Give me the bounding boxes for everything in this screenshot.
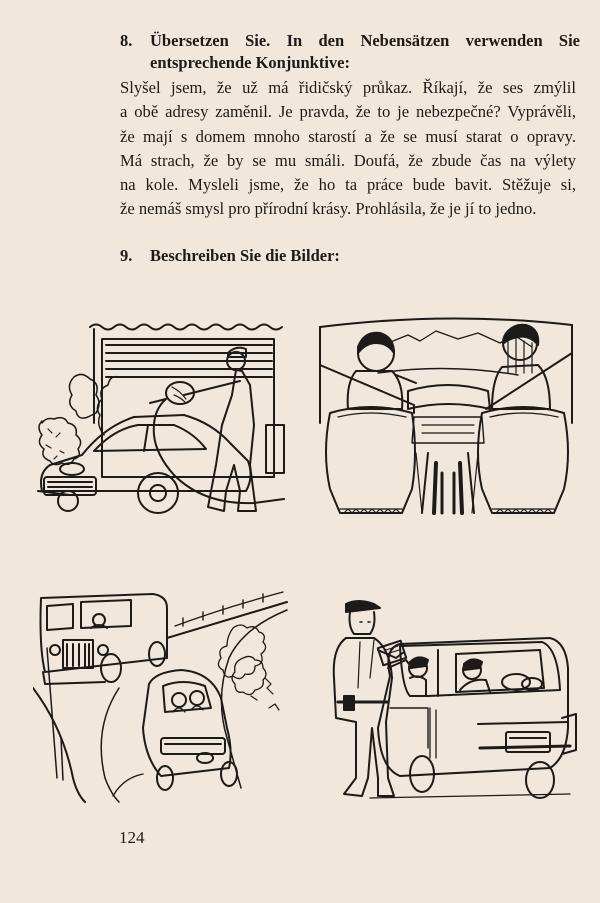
text-line: na kole. Mysleli jsme, že ho ta práce bude bavit. Stěžuje si, bbox=[120, 175, 576, 195]
petrol-station-scene-icon bbox=[34, 315, 290, 527]
text-line: že mají s domem mnoho starostí a že se musí starat o opravy. bbox=[120, 126, 576, 146]
exercise-8-number: 8. bbox=[120, 31, 133, 50]
text-line: Má strach, že by se mu smáli. Doufá, že zbude čas na výlety bbox=[120, 150, 576, 170]
text-line: že nemáš smysl pro přírodní krásy. Prohlásila, že je jí to jedno. bbox=[120, 199, 537, 219]
page-number: 124 bbox=[119, 828, 145, 847]
road-traffic-scene-icon bbox=[33, 588, 289, 804]
exercise-9-title: Beschreiben Sie die Bilder: bbox=[150, 246, 340, 265]
exercise-9-heading bbox=[120, 245, 580, 267]
exercise-9-number: 9. bbox=[120, 246, 133, 265]
exercise-8-text bbox=[120, 76, 576, 222]
text-line: a obě adresy zaměnil. Je pravda, že to je nebezpečné? Vyprávěli, bbox=[120, 102, 576, 122]
police-check-scene-icon bbox=[330, 598, 580, 804]
car-interior-scene-icon bbox=[318, 313, 574, 525]
text-line: Slyšel jsem, že už má řidičský průkaz. Říkají, že ses zmýlil bbox=[120, 78, 576, 97]
exercise-8-title: Übersetzen Sie. In den Nebensätzen verwenden Sie entsprechende Konjunktive: bbox=[150, 31, 580, 72]
exercise-8-heading bbox=[120, 30, 580, 74]
